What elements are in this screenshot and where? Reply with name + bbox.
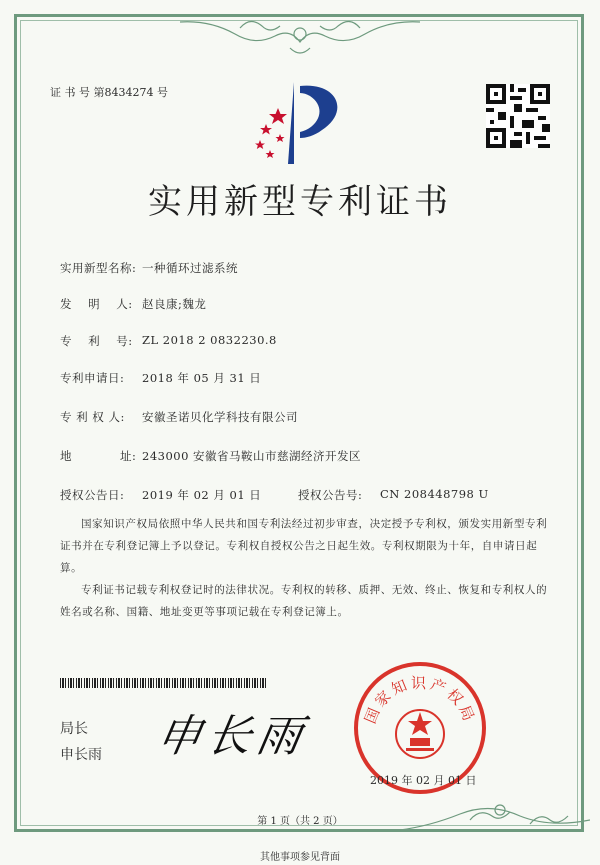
seal-text: 国家知识产权局: [361, 674, 479, 727]
director-signature: 申长雨: [152, 711, 312, 762]
patent-number-value: ZL 2018 2 0832230.8: [142, 333, 277, 347]
grant-date-value: 2019 年 02 月 01 日: [142, 488, 262, 502]
certificate-number: 证 书 号 第8434274 号: [50, 86, 168, 99]
utility-model-name-value: 一种循环过滤系统: [142, 261, 238, 275]
filing-date-label: 专利申请日:: [60, 371, 125, 385]
address-value: 243000 安徽省马鞍山市慈湖经济开发区: [142, 449, 362, 463]
top-ornament: [180, 14, 420, 64]
patentee-value: 安徽圣诺贝化学科技有限公司: [142, 410, 298, 424]
grant-date-label: 授权公告日:: [60, 488, 125, 502]
inventor-value: 赵良康;魏龙: [142, 297, 207, 311]
inventor-label: 发 明 人:: [60, 297, 133, 311]
patent-number-label: 专 利 号:: [60, 334, 133, 348]
qr-code-icon: [486, 84, 550, 148]
seal-date: 2019 年 02 月 01 日: [370, 774, 477, 787]
grant-number-value: CN 208448798 U: [380, 487, 489, 501]
certificate-title: 实用新型专利证书: [148, 182, 452, 222]
patent-office-logo-icon: [248, 78, 358, 168]
address-label: 地 址:: [60, 449, 137, 463]
page-info: 第 1 页（共 2 页）: [257, 816, 343, 827]
utility-model-name-label: 实用新型名称:: [60, 261, 137, 275]
patentee-label: 专 利 权 人:: [60, 410, 125, 424]
grant-paragraph: 国家知识产权局依照中华人民共和国专利法经过初步审查，决定授予专利权，颁发实用新型专利证书并在专利登记簿上予以登记。专利权自授权公告之日起生效。专利权期限为十年，自申请日起算。: [60, 518, 548, 574]
barcode: [60, 678, 268, 688]
filing-date-value: 2018 年 05 月 31 日: [142, 371, 262, 385]
grant-number-label: 授权公告号:: [298, 488, 363, 502]
director-name-label: 申长雨: [60, 747, 102, 763]
director-title-label: 局长: [60, 721, 88, 737]
legal-status-paragraph: 专利证书记载专利权登记时的法律状况。专利权的转移、质押、无效、终止、恢复和专利权人的姓名或名称、国籍、地址变更等事项记载在专利登记簿上。: [60, 584, 548, 618]
footer-note: 其他事项参见背面: [260, 852, 340, 863]
